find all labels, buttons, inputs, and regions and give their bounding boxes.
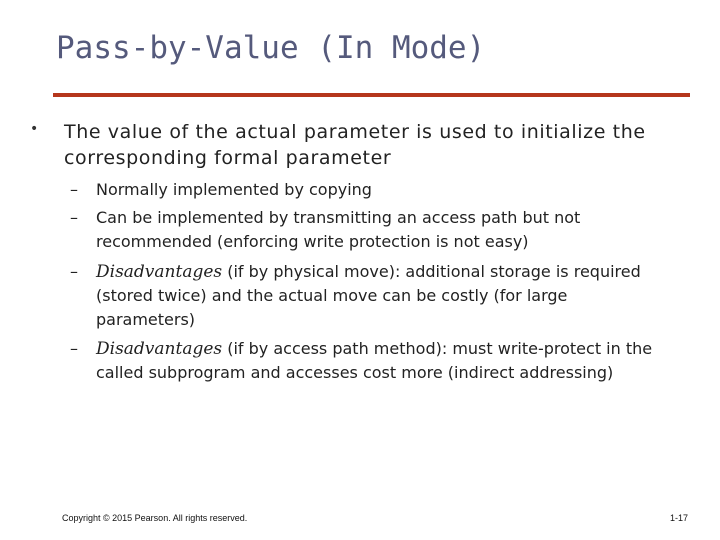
sub-item-body <box>96 260 668 332</box>
slide-title: Pass-by-Value (In Mode) <box>56 30 486 66</box>
sub-dash: – <box>70 208 78 227</box>
footer-page-number: 1-17 <box>669 513 688 523</box>
sub-dash: – <box>70 180 78 199</box>
footer-copyright: Copyright © 2015 Pearson. All rights reserved. <box>62 513 248 523</box>
sub-item-text: Can be implemented by transmitting an access path but not recommended (enforcing write protection is not easy) <box>96 208 581 251</box>
sub-item-emphasis: Disadvantages <box>96 339 223 359</box>
sub-item-text: (if by physical move): additional storage is required (stored twice) and the actual move can be costly (for large parameters) <box>96 262 641 329</box>
sub-item-body <box>96 337 668 385</box>
main-bullet-text: The value of the actual parameter is used to initialize the corresponding formal parameter <box>64 121 646 169</box>
sub-item-emphasis: Disadvantages <box>96 262 223 282</box>
sub-dash: – <box>70 339 78 358</box>
sub-dash: – <box>70 262 78 281</box>
title-divider <box>53 93 690 97</box>
bullet-marker: • <box>30 121 39 137</box>
sub-item-text: Normally implemented by copying <box>96 180 372 199</box>
sub-item-text: (if by access path method): must write-protect in the called subprogram and accesses cost more (indirect addressing) <box>96 339 653 382</box>
